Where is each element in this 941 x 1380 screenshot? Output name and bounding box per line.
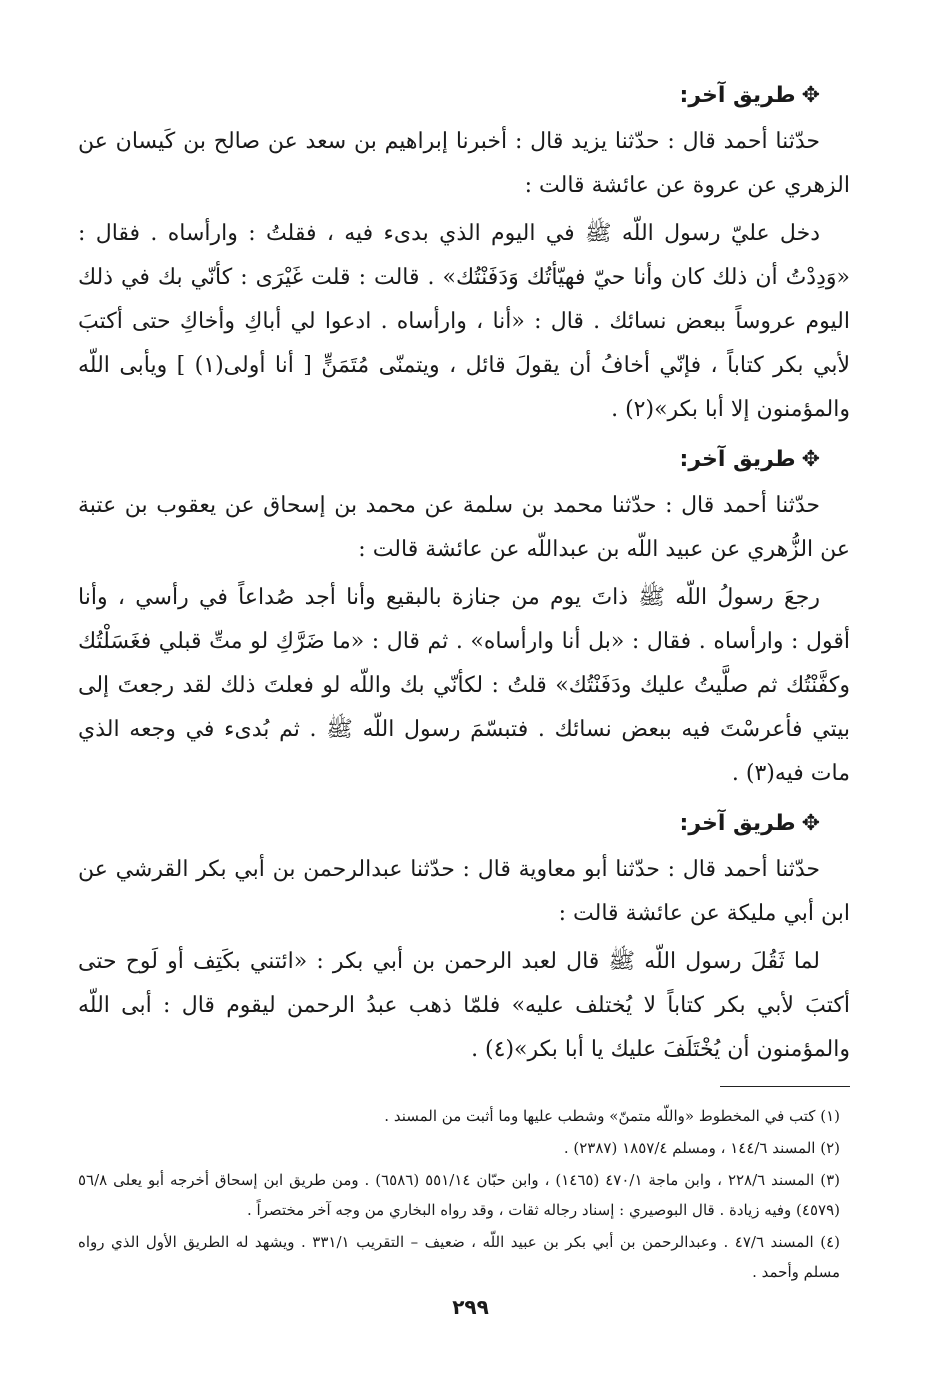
isnad-paragraph: حدّثنا أحمد قال : حدّثنا أبو معاوية قال : حدّثنا عبدالرحمن بن أبي بكر القرشي عن ابن أبي مليكة عن عائشة قالت : — [78, 857, 850, 926]
bullet-icon: ✥ — [801, 811, 820, 836]
section-1 — [78, 78, 850, 432]
footnotes — [78, 1101, 850, 1287]
section-heading — [78, 78, 850, 114]
isnad-paragraph: حدّثنا أحمد قال : حدّثنا يزيد قال : أخبرنا إبراهيم بن سعد عن صالح بن كَيسان عن الزهري عن عروة عن عائشة قالت : — [78, 129, 850, 198]
footnote-2: (٢) المسند ١٤٤/٦ ، ومسلم ١٨٥٧/٤ (٢٣٨٧) . — [563, 1139, 840, 1157]
bullet-icon: ✥ — [801, 447, 820, 472]
footnote-1: (١) كتب في المخطوط «واللّه متمنّ» وشطب عليها وما أثبت من المسند . — [384, 1107, 840, 1125]
heading-text: طريق آخر: — [679, 811, 796, 836]
section-heading — [78, 442, 850, 478]
footnote-3: (٣) المسند ٢٢٨/٦ ، وابن ماجة ٤٧٠/١ (١٤٦٥) ، وابن حبّان ٥٥١/١٤ (٦٥٨٦) . ومن طريق ابن إسحاق أخرجه أبو يعلى ٥٦/٨ (٤٥٧٩) وفيه زيادة . قال البوصيري : إسناد رجاله ثقات ، وقد رواه البخاري من وجه آخر مختصراً . — [78, 1171, 841, 1219]
section-2 — [78, 442, 850, 796]
hadith-paragraph: دخل عليّ رسول اللّه ﷺ في اليوم الذي بدىء فيه ، فقلتُ : وارأساه . فقال : «وَدِدْتُ أن ذلك كان وأنا حيّ فهيّأتُك وَدَفَنْتُك» . قالت : قلت غَيْرَى : كأنّي بك في ذلك اليوم عروساً ببعض نسائك . قال : «أنا ، وارأساه . ادعوا لي أباكِ وأخاكِ حتى أكتبَ لأبي بكر كتاباً ، فإنّي أخافُ أن يقولَ قائل ، ويتمنّى مُتَمَنٍّ [ أنا أولى(١) ] ويأبى اللّه والمؤمنون إلا أبا بكر»(٢) . — [78, 221, 850, 422]
page-number: ٢٩٩ — [452, 1295, 489, 1319]
hadith-paragraph: لما ثَقُلَ رسول اللّه ﷺ قال لعبد الرحمن بن أبي بكر : «ائتني بكَتِف أو لَوح حتى أكتبَ لأبي بكر كتاباً لا يُختلف عليه» فلمّا ذهب عبدُ الرحمن ليقوم قال : أبى اللّه والمؤمنون أن يُخْتَلَفَ عليك يا أبا بكر»(٤) . — [78, 949, 850, 1062]
footnote-divider — [720, 1086, 850, 1087]
bullet-icon: ✥ — [801, 83, 820, 108]
section-3 — [78, 806, 850, 1072]
isnad-paragraph: حدّثنا أحمد قال : حدّثنا محمد بن سلمة عن محمد بن إسحاق عن يعقوب بن عتبة عن الزُّهري عن عبيد اللّه بن عبداللّه عن عائشة قالت : — [78, 493, 850, 562]
section-heading — [78, 806, 850, 842]
heading-text: طريق آخر: — [679, 83, 796, 108]
hadith-paragraph: رجعَ رسولُ اللّه ﷺ ذاتَ يوم من جنازة بالبقيع وأنا أجد صُداعاً في رأسي ، وأنا أقول : وارأساه . فقال : «بل أنا وارأساه» . ثم قال : «ما ضَرَّكِ لو متِّ قبلي فغَسَلْتُك وكفَّنْتُك ثم صلَّيتُ عليك ودَفَنْتُك» قلتُ : لكأنّي بك واللّه لو فعلتَ ذلك لقد رجعتَ إلى بيتي فأعرسْتَ فيه ببعض نسائك . فتبسّمَ رسول اللّه ﷺ . ثم بُدىء في وجعه الذي مات فيه(٣) . — [78, 585, 850, 786]
heading-text: طريق آخر: — [679, 447, 796, 472]
book-page — [78, 78, 850, 1289]
footnote-4: (٤) المسند ٤٧/٦ . وعبدالرحمن بن أبي بكر بن عبيد اللّه ، ضعيف – التقريب ٣٣١/١ . ويشهد له الطريق الأول الذي رواه مسلم وأحمد . — [78, 1233, 841, 1281]
